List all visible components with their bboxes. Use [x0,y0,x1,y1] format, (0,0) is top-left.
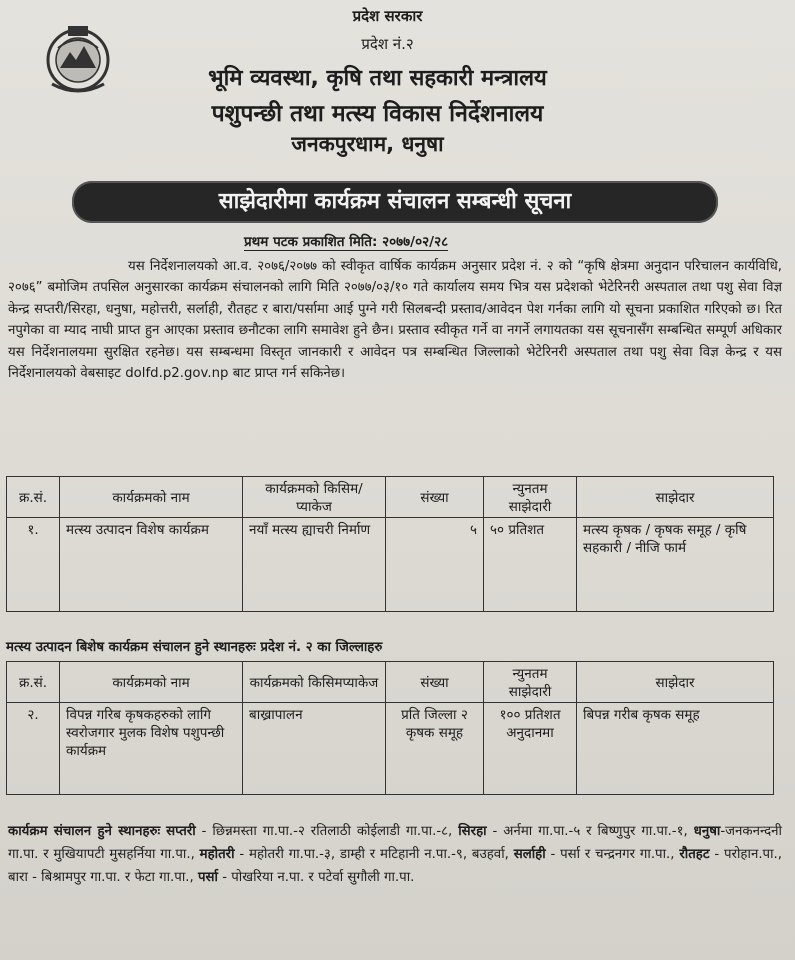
col-package: कार्यक्रमको किसिमप्याकेज [243,662,386,703]
col-sn: क्र.सं. [7,477,60,518]
cell-count: प्रति जिल्ला २ कृषक समूह [386,703,484,795]
program-table-1 [6,476,774,612]
district-mahottari: महोतरी [199,847,235,862]
program-locations [8,820,782,889]
col-partner: साझेदार [577,662,774,703]
siraha-places: - अर्नमा गा.पा.-५ र बिष्णुपुर गा.पा.-१, [486,824,694,839]
district-dhanusha: धनुषा [693,824,721,839]
cell-package: बाख्रापालन [243,703,386,795]
program-table-2 [6,661,774,795]
table-header-row [7,662,774,703]
saptari-places: - छिन्नमस्ता गा.पा.-२ रतिलाठी कोईलाडी गा.पा.-८, [195,824,459,839]
cell-min-share: ५० प्रतिशत [484,518,577,612]
table-row [7,518,774,612]
col-program-name: कार्यक्रमको नाम [60,662,243,703]
district-siraha: सिरहा [458,824,487,839]
rautahat-places: - परोहान.पा., बारा - बिश्रामपुर गा.पा. र फेटा गा.पा., [8,847,782,885]
col-sn: क्र.सं. [7,662,60,703]
header-line-2: प्रदेश नं.२ [361,35,414,53]
office-address: जनकपुरधाम, धनुषा [291,132,444,156]
cell-package: नयाँ मत्स्य ह्याचरी निर्माण [243,518,386,612]
district-parsa: पर्सा [197,870,218,885]
cell-program-name: मत्स्य उत्पादन विशेष कार्यक्रम [60,518,243,612]
col-min-share: न्युनतम साझेदारी [484,662,577,703]
notice-body: यस निर्देशनालयको आ.व. २०७६/२०७७ को स्वीकृत वार्षिक कार्यक्रम अनुसार प्रदेश नं. २ को “कृषि क्षेत्रमा अनुदान परिचालन कार्यविधि, २०७६” बमोजिम तपसिल अनुसारका कार्यक्रम संचालनको लागि मिति २०७७/०३/१० गते कार्यालय समय भित्र यस प्रदेशको भेटेरिनरी अस्पताल तथा पशु सेवा विज्ञ केन्द्र सप्तरी/सिरहा, धनुषा, महोत्तरी, सर्लाही, रौतहट र बारा/पर्सामा आई पुग्ने गरी सिलबन्दी प्रस्ताव/आवेदन पेश गर्नका लागि यो सूचना प्रकाशित गरिएको छ। रित नपुगेका वा म्याद नाघी प्राप्त हुन आएका प्रस्ताव छनौटका लागि समावेश हुने छैन। प्रस्ताव स्वीकृत गर्ने वा नगर्ने लगायतका यस सूचनासँग सम्बन्धित सम्पूर्ण अधिकार यस निर्देशनालयमा सुरक्षित रहनेछ। यस सम्बन्धमा विस्तृत जानकारी र आवेदन पत्र सम्बन्धित जिल्लाको भेटेरिनरी अस्पताल तथा पशु सेवा विज्ञ केन्द्र र यस निर्देशनालयको वेबसाइट dolfd.p2.gov.np बाट प्राप्त गर्न सकिनेछ। [8,259,782,382]
directorate-name: पशुपन्छी तथा मत्स्य विकास निर्देशनालय [211,101,544,127]
cell-program-name: विपन्न गरिब कृषकहरुको लागि स्वरोजगार मुलक विशेष पशुपन्छी कार्यक्रम [60,703,243,795]
mahottari-places: - महोतरी गा.पा.-३, डाम्ही र मटिहानी न.पा.-९, बउहर्वा, [234,847,514,862]
ministry-name: भूमि व्यवस्था, कृषि तथा सहकारी मन्त्रालय [208,66,547,91]
dhanusha-places: -जनकनन्दनी गा.पा. र मुखियापटी मुसहर्निया गा.पा., [8,824,782,862]
district-rautahat: रौतहट [679,847,710,862]
col-package: कार्यक्रमको किसिम/प्याकेज [243,477,386,518]
notice-title-banner: साझेदारीमा कार्यक्रम संचालन सम्बन्धी सूचना [72,181,718,223]
col-program-name: कार्यक्रमको नाम [60,477,243,518]
col-count: संख्या [386,477,484,518]
published-date: प्रथम पटक प्रकाशित मिति: २०७७/०२/२८ [244,234,449,250]
col-count: संख्या [386,662,484,703]
cell-partner: बिपन्न गरीब कृषक समूह [577,703,774,795]
cell-sn: १. [7,518,60,612]
sarlahi-places: - पर्सा र चन्द्रनगर गा.पा., [545,847,680,862]
table-1-caption: मत्स्य उत्पादन बिशेष कार्यक्रम संचालन हुने स्थानहरुः प्रदेश नं. २ का जिल्लाहरु [6,640,383,655]
locations-label: कार्यक्रम संचालन हुने स्थानहरुः [8,824,161,839]
parsa-places: - पोखरिया न.पा. र पटेर्वा सुगौली गा.पा. [217,870,415,885]
district-saptari: सप्तरी [166,824,196,839]
district-sarlahi: सर्लाही [513,847,546,862]
table-row [7,703,774,795]
col-min-share: न्युनतम साझेदारी [484,477,577,518]
cell-sn: २. [7,703,60,795]
cell-count: ५ [386,518,484,612]
cell-partner: मत्स्य कृषक / कृषक समूह / कृषि सहकारी / नीजि फार्म [577,518,774,612]
header-line-1: प्रदेश सरकार [352,7,423,25]
cell-min-share: १०० प्रतिशत अनुदानमा [484,703,577,795]
table-header-row [7,477,774,518]
col-partner: साझेदार [577,477,774,518]
